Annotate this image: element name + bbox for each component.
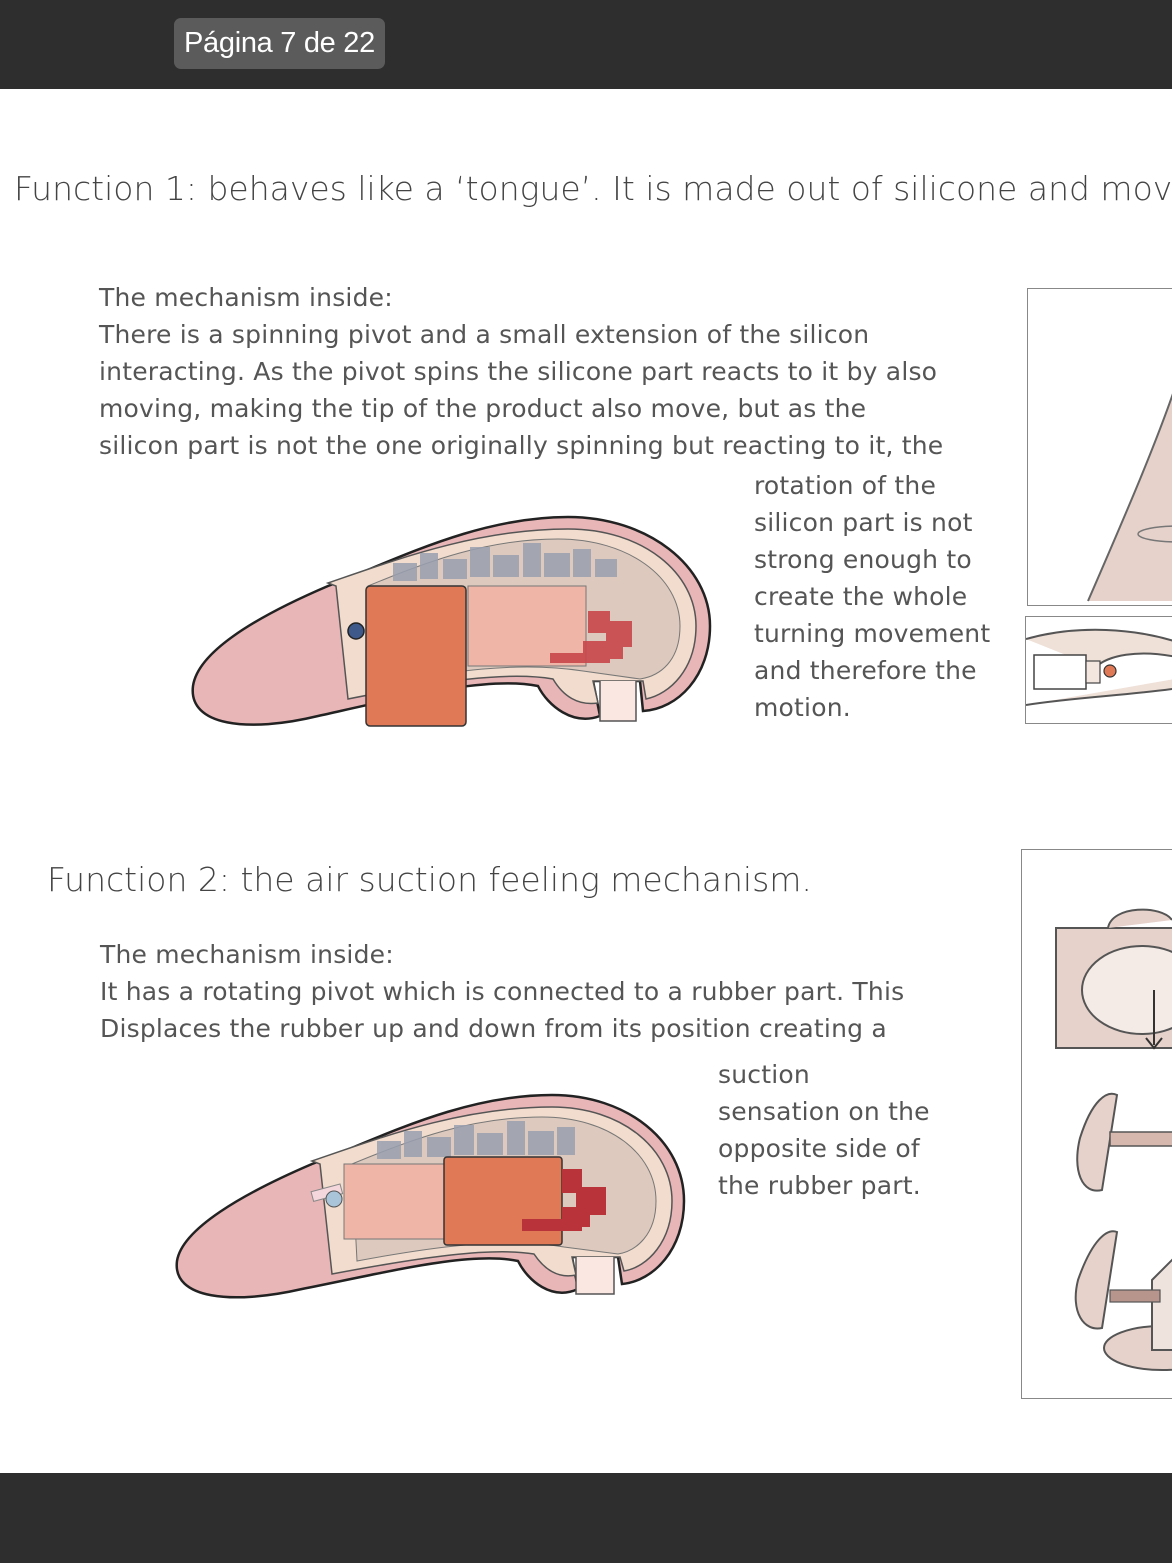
pivot-detail-frame	[1025, 616, 1172, 724]
pivot-illustration-frame	[1027, 288, 1172, 606]
function-1-line: moving, making the tip of the product also move, but as the	[99, 394, 867, 423]
function-2-side-line: opposite side of	[718, 1134, 920, 1163]
viewer-bottom-bar	[0, 1473, 1172, 1563]
function-2-side-line: sensation on the	[718, 1097, 930, 1126]
device-cross-section-illustration-2	[172, 1089, 692, 1309]
pivot-illustration	[1028, 289, 1172, 605]
function-2-heading: Function 2: the air suction feeling mechanism.	[47, 860, 812, 899]
function-1-side-line: silicon part is not	[754, 508, 973, 537]
function-2-intro: The mechanism inside:	[100, 940, 394, 969]
function-2-side-text	[718, 1056, 930, 1204]
function-1-side-line: create the whole	[754, 582, 968, 611]
function-1-line: silicon part is not the one originally spinning but reacting to it, the	[99, 431, 944, 460]
function-1-text	[99, 279, 943, 464]
document-page[interactable]	[0, 89, 1172, 1473]
page-indicator: Página 7 de 22	[174, 18, 385, 69]
function-2-line: Displaces the rubber up and down from its position creating a	[100, 1014, 887, 1043]
function-1-intro: The mechanism inside:	[99, 283, 393, 312]
function-1-side-text	[754, 467, 990, 726]
function-1-side-line: rotation of the	[754, 471, 937, 500]
function-1-heading: Function 1: behaves like a ‘tongue’. It is made out of silicone and mov	[14, 169, 1172, 208]
function-1-line: There is a spinning pivot and a small extension of the silicon	[99, 320, 870, 349]
function-2-text	[100, 936, 904, 1047]
function-1-side-line: strong enough to	[754, 545, 972, 574]
function-2-side-line: suction	[718, 1060, 810, 1089]
function-1-line: interacting. As the pivot spins the silicone part reacts to it by also	[99, 357, 938, 386]
viewer-toolbar	[0, 0, 1172, 89]
function-1-side-line: motion.	[754, 693, 851, 722]
rubber-mechanism-illustration	[1022, 850, 1172, 1398]
rubber-mechanism-illustration-frame	[1021, 849, 1172, 1399]
pivot-detail-illustration	[1026, 617, 1172, 723]
function-2-side-line: the rubber part.	[718, 1171, 921, 1200]
function-2-line: It has a rotating pivot which is connected to a rubber part. This	[100, 977, 905, 1006]
function-1-side-line: turning movement	[754, 619, 991, 648]
device-cross-section-illustration-1	[188, 511, 718, 736]
function-1-side-line: and therefore the	[754, 656, 977, 685]
